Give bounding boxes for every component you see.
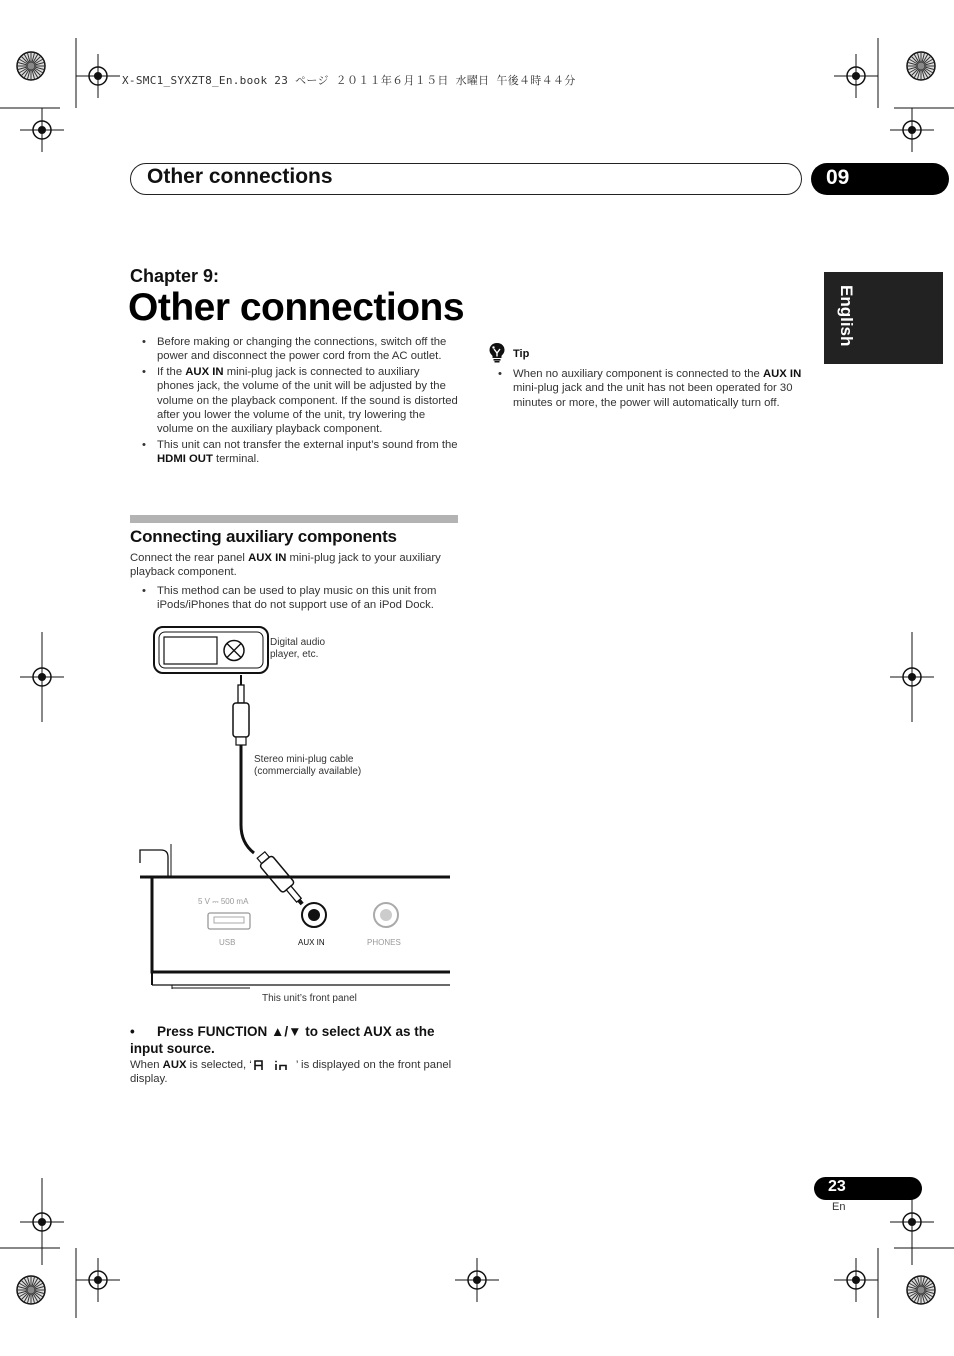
subsection-intro: Connect the rear panel AUX IN mini-plug jack to your auxiliary playback component.	[130, 552, 441, 579]
segment-display-icon	[252, 1058, 296, 1072]
panel-corner	[140, 850, 168, 877]
tip-heading: Tip	[513, 348, 530, 360]
list-item: • When no auxiliary component is connected to the AUX IN mini-plug jack and the unit has not been operated for 30 minutes or more, the power will automatically turn off.	[486, 367, 812, 410]
language-tab-label: English	[837, 285, 856, 347]
panel-caption: This unit’s front panel	[262, 993, 357, 1004]
connection-diagram	[130, 615, 460, 1015]
player-screen	[164, 637, 217, 664]
instruction-step: • Press FUNCTION ▲/▼ to select AUX as the input source.	[130, 1024, 435, 1056]
section-title: Other connections	[147, 165, 333, 188]
chapter-label: Chapter 9:	[130, 266, 220, 286]
list-item: • Before making or changing the connections, switch off the power and disconnect the power cord from the AC outlet.	[130, 335, 458, 364]
usb-rating: 5 V ⎓ 500 mA	[198, 897, 249, 906]
instruction-detail: When AUX is selected, ‘ ’ is displayed on the front panel display.	[130, 1059, 452, 1086]
tip-list	[486, 367, 812, 411]
print-header: X-SMC1_SYXZT8_En.book 23 ページ ２０１１年６月１５日 水曜日 午後４時４４分	[122, 74, 576, 87]
list-item: • This method can be used to play music on this unit from iPods/iPhones that do not support use of an iPod Dock.	[130, 584, 458, 613]
notes-list	[130, 335, 458, 468]
chapter-number: 09	[826, 166, 850, 189]
plug-body-top	[233, 703, 249, 737]
lightbulb-icon	[486, 341, 508, 363]
plug-bottom	[255, 850, 308, 909]
usb-label: USB	[219, 938, 236, 947]
plug-tip-top	[238, 685, 244, 703]
phones-label: PHONES	[367, 938, 401, 947]
section-divider	[130, 515, 458, 523]
panel-body	[152, 877, 450, 972]
page-number: 23	[828, 1178, 846, 1195]
player-label: Digital audio player, etc.	[270, 637, 326, 660]
method-list	[130, 584, 458, 614]
list-item: • If the AUX IN mini-plug jack is connected to auxiliary phones jack, the volume of the unit will be adjusted by the volume on the playback component. If the sound is distorted after you lower the volume of the unit, try lowering the volume on the auxiliary playback component.	[130, 365, 458, 437]
page-title: Other connections	[128, 286, 465, 329]
cable-label: Stereo mini-plug cable (commercially available)	[254, 754, 362, 777]
page-language: En	[832, 1201, 846, 1213]
list-item: • This unit can not transfer the external input’s sound from the HDMI OUT terminal.	[130, 438, 458, 467]
diagram-drawing	[130, 615, 460, 1015]
aux-in-label: AUX IN	[298, 938, 325, 947]
subsection-heading: Connecting auxiliary components	[130, 527, 397, 546]
cable	[241, 745, 254, 853]
